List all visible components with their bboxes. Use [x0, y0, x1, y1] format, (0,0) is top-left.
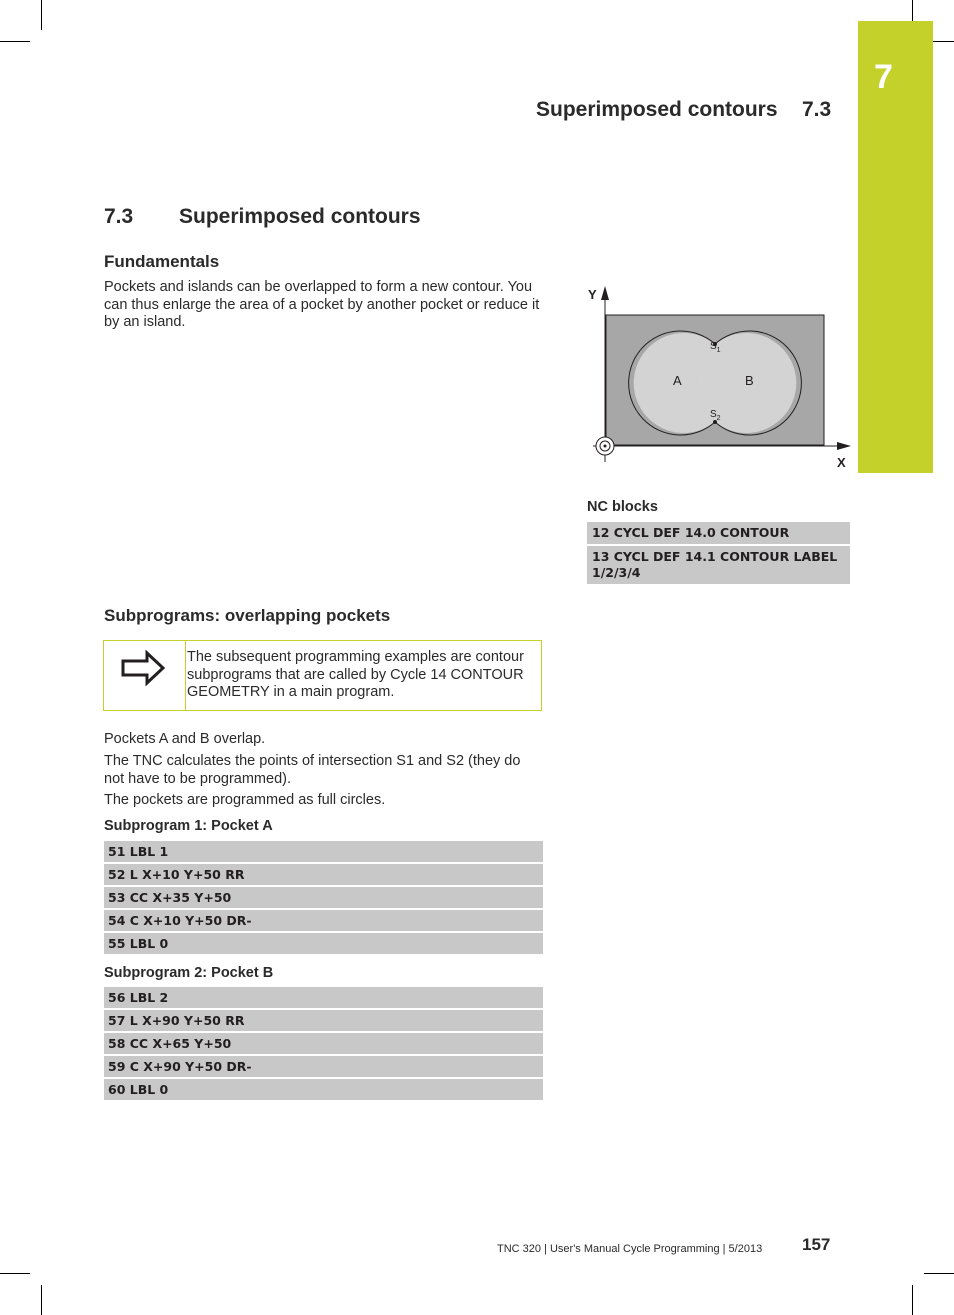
s1-label: $S_1$: [710, 341, 721, 354]
note-text: The subsequent programming examples are contour subprograms that are called by Cycle 14 CONTOUR GEOMETRY in a main program.: [187, 649, 524, 700]
fundamentals-text: Pockets and islands can be overlapped to form a new contour. You can thus enlarge the area of a pocket by another pocket or reduce it by an island.: [104, 279, 540, 330]
crop-mark: [41, 1285, 42, 1315]
nc-blocks-label: NC blocks: [587, 499, 658, 515]
arrow-right-icon: [120, 650, 168, 686]
crop-mark: [924, 1273, 954, 1274]
fundamentals-heading: Fundamentals: [104, 252, 220, 271]
section-number: 7.3: [104, 205, 134, 228]
section-title: Superimposed contours: [179, 205, 421, 228]
subprogram-1-label: Subprogram 1: Pocket A: [104, 818, 273, 834]
code-row: 51 LBL 1: [104, 841, 543, 862]
pocket-a-label: A: [673, 373, 682, 388]
code-row: 57 L X+90 Y+50 RR: [104, 1010, 543, 1031]
code-row: 54 C X+10 Y+50 DR-: [104, 910, 543, 931]
note-box: [103, 640, 542, 711]
subprogram-2-table: [104, 987, 543, 1102]
chapter-number: 7: [874, 58, 893, 96]
y-axis-arrow: [601, 286, 609, 300]
overlapping-pockets-diagram: [585, 280, 855, 472]
code-row: 52 L X+10 Y+50 RR: [104, 864, 543, 885]
paragraph: The TNC calculates the points of intersection S1 and S2 (they do not have to be programmed).: [104, 753, 521, 787]
code-row: 55 LBL 0: [104, 933, 543, 954]
pocket-b-label: B: [745, 373, 754, 388]
running-head-number: 7.3: [802, 98, 832, 121]
nc-blocks-table: [587, 522, 850, 586]
crop-mark: [912, 1285, 913, 1315]
running-head: [536, 98, 832, 122]
x-axis-label: X: [837, 455, 846, 470]
subprogram-2-label: Subprogram 2: Pocket B: [104, 965, 274, 981]
chapter-tab: [858, 21, 933, 473]
code-row: 56 LBL 2: [104, 987, 543, 1008]
crop-mark: [0, 41, 30, 42]
paragraph: Pockets A and B overlap.: [104, 731, 266, 747]
note-divider: [185, 641, 186, 710]
crop-mark: [41, 0, 42, 30]
subprogram-1-table: [104, 841, 543, 956]
crop-mark: [0, 1273, 30, 1274]
nc-block-row: 13 CYCL DEF 14.1 CONTOUR LABEL 1/2/3/4: [587, 546, 850, 584]
code-row: 60 LBL 0: [104, 1079, 543, 1100]
footer-text: TNC 320 | User's Manual Cycle Programming | 5/2013: [497, 1243, 763, 1255]
running-head-title: Superimposed contours: [536, 98, 778, 121]
s2-label: $S_2$: [710, 409, 721, 422]
nc-block-row: 12 CYCL DEF 14.0 CONTOUR: [587, 522, 850, 544]
code-row: 53 CC X+35 Y+50: [104, 887, 543, 908]
x-axis-arrow: [837, 442, 851, 450]
page-number: 157: [802, 1235, 831, 1254]
y-axis-label: Y: [588, 287, 597, 302]
subprograms-heading: Subprograms: overlapping pockets: [104, 606, 391, 625]
code-row: 59 C X+90 Y+50 DR-: [104, 1056, 543, 1077]
paragraph: The pockets are programmed as full circles.: [104, 792, 386, 808]
section-heading: [104, 205, 421, 229]
code-row: 58 CC X+65 Y+50: [104, 1033, 543, 1054]
